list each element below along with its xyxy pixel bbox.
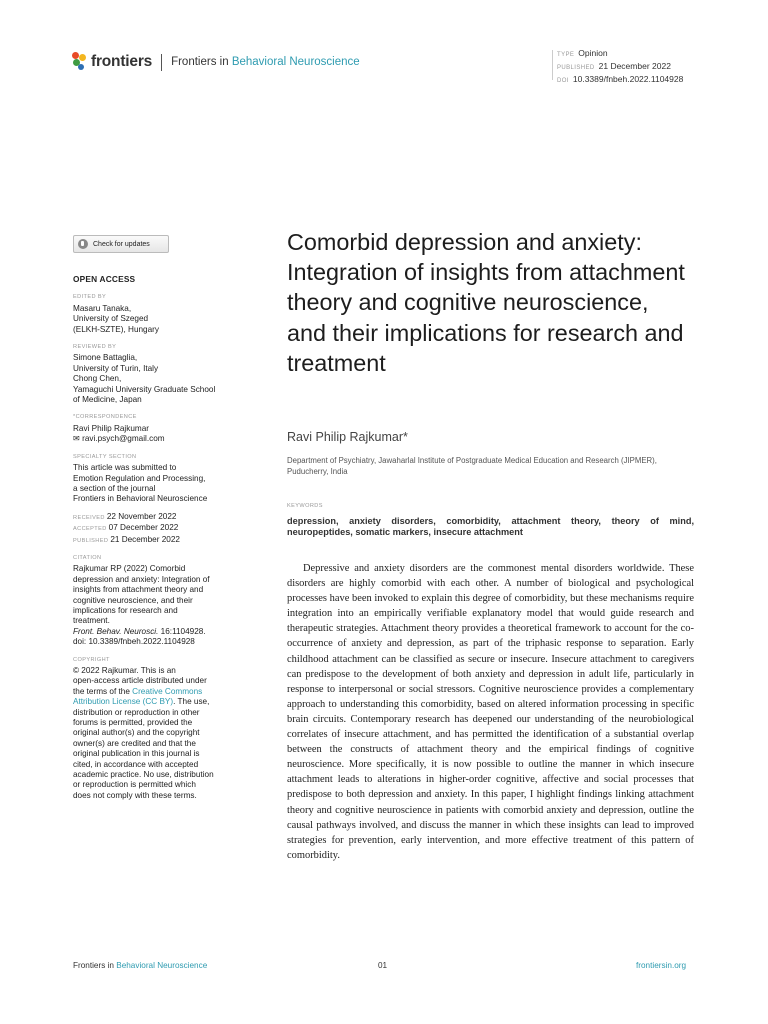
copyright-line: owner(s) are credited and that the bbox=[73, 738, 196, 748]
abstract: Depressive and anxiety disorders are the commonest mental disorders worldwide. These disorders are highly comorbid with each other. A number of biological and psychological processes have been invoked to explain this degree of comorbidity, but these mechanisms require integration into an empirically verifiable explanatory model that would guide research and therapeutic strategies. Attachment theory provides a theoretical framework to account for the co-occurrence of anxiety and depression, as part of the triphasic response to separation. Early childhood attachment can be classified as secure or insecure. Insecure attachment to caregivers can predispose to the development of both anxiety and depression in adult life, particularly in response to interpersonal or social stressors. Cognitive neuroscience provides a complementary approach to understanding this comorbidity, based on altered information processing in specific brain circuits. Contemporary research has deepened our understanding of the neurobiological correlates of insecure attachment, and has permitted the identification of a substantial overlap between the constructs of attachment theory and the empirical findings of cognitive neuroscience. More specifically, it is now possible to outline the manner in which insecure attachment leads to alterations in higher-order cognitive, affective and social processes that predispose to both depression and anxiety. In this paper, I highlight findings linking attachment theory and cognitive neuroscience in patients with comorbid anxiety and depression, outline the causal pathways involved, and discuss the manner in which these insights can lead to improved strategies for prevention, early intervention, and more effective treatment of this pattern of comorbidity. bbox=[287, 563, 694, 861]
bookmark-icon bbox=[78, 239, 88, 249]
article-info-sidebar bbox=[73, 274, 243, 801]
reviewer-line: of Medicine, Japan bbox=[73, 395, 142, 405]
citation-line: depression and anxiety: Integration of bbox=[73, 574, 210, 584]
copyright-line: academic practice. No use, distribution bbox=[73, 770, 214, 780]
copyright-line: © 2022 Rajkumar. This is an bbox=[73, 666, 176, 675]
mail-icon: ✉ bbox=[73, 434, 83, 444]
copyright-line: Attribution License (CC BY). The use, bbox=[73, 697, 210, 707]
copyright-line: does not comply with these terms. bbox=[73, 790, 197, 800]
cc-license-link-cont[interactable]: Attribution License (CC BY) bbox=[73, 697, 174, 707]
copyright-line: the terms of the Creative Commons bbox=[73, 686, 203, 696]
specialty-line: a section of the journal bbox=[73, 483, 156, 493]
copyright-line: cited, in accordance with accepted bbox=[73, 759, 199, 769]
article-title: Comorbid depression and anxiety: Integration of insights from attachment theory and cognitive neuroscience, and their implications for research and treatment bbox=[287, 229, 685, 376]
received-date: 22 November 2022 bbox=[106, 511, 177, 521]
citation-line: implications for research and bbox=[73, 605, 178, 615]
frontiers-logo-icon bbox=[72, 52, 88, 72]
journal-name-header[interactable]: Frontiers in Behavioral Neuroscience bbox=[171, 56, 360, 68]
author-affiliation: Department of Psychiatry, Jawaharlal Institute of Postgraduate Medical Education and Research (JIPMER), Puducherry, India bbox=[287, 456, 657, 476]
header bbox=[72, 52, 360, 72]
check-for-updates-button[interactable]: Check for updates bbox=[73, 235, 169, 253]
dates-block: RECEIVED 22 November 2022 ACCEPTED 07 December 2022 PUBLISHED 21 December 2022 bbox=[73, 511, 180, 544]
cc-license-link[interactable]: Creative Commons bbox=[132, 686, 203, 696]
copyright-line: forums is permitted, provided the bbox=[73, 718, 193, 728]
footer-journal[interactable]: Frontiers in Behavioral Neuroscience bbox=[73, 961, 208, 970]
keywords-label: KEYWORDS bbox=[287, 503, 323, 509]
citation-label: CITATION bbox=[73, 554, 102, 561]
reviewed-by-label: REVIEWED BY bbox=[73, 344, 117, 351]
citation-line: treatment. bbox=[73, 616, 110, 626]
copyright-line: open-access article distributed under bbox=[73, 676, 207, 686]
citation-journal-line: Front. Behav. Neurosci. 16:1104928. bbox=[73, 626, 206, 636]
specialty-line: This article was submitted to bbox=[73, 463, 177, 473]
article-meta: TYPE Opinion PUBLISHED 21 December 2022 DOI 10.3389/fnbeh.2022.1104928 bbox=[557, 48, 684, 84]
copyright-label: COPYRIGHT bbox=[73, 656, 110, 663]
keywords: depression, anxiety disorders, comorbidity, attachment theory, theory of mind, neuropeptides, somatic markers, insecure attachment bbox=[287, 516, 694, 537]
author-name[interactable]: Ravi Philip Rajkumar* bbox=[287, 430, 408, 444]
citation-line: Rajkumar RP (2022) Comorbid bbox=[73, 564, 186, 574]
reviewer-line: Chong Chen, bbox=[73, 374, 122, 384]
frontiers-logo-text: frontiers bbox=[91, 53, 153, 70]
editor-line: University of Szeged bbox=[73, 314, 149, 324]
doi[interactable]: 10.3389/fnbeh.2022.1104928 bbox=[572, 74, 684, 84]
specialty-line: Frontiers in Behavioral Neuroscience bbox=[73, 494, 208, 504]
open-access-label: OPEN ACCESS bbox=[73, 274, 136, 284]
copyright-line: original publication in this journal is bbox=[73, 749, 200, 759]
copyright-line: or reproduction is permitted which bbox=[73, 780, 196, 790]
edited-by-label: EDITED BY bbox=[73, 294, 107, 301]
published-date-sidebar: 21 December 2022 bbox=[110, 534, 180, 544]
correspondence-email: ravi.psych@gmail.com bbox=[82, 434, 165, 444]
copyright-line: original author(s) and the copyright bbox=[73, 728, 200, 738]
specialty-section-label: SPECIALTY SECTION bbox=[73, 453, 137, 460]
citation-line: insights from attachment theory and bbox=[73, 585, 204, 595]
editor-line: (ELKH-SZTE), Hungary bbox=[73, 324, 159, 334]
footer-site-link[interactable]: frontiersin.org bbox=[636, 961, 687, 970]
correspondence-label: *CORRESPONDENCE bbox=[73, 414, 137, 421]
header-divider bbox=[161, 54, 162, 71]
citation-doi[interactable]: doi: 10.3389/fnbeh.2022.1104928 bbox=[73, 637, 195, 647]
reviewer-line: Simone Battaglia, bbox=[73, 353, 138, 363]
reviewer-line: Yamaguchi University Graduate School bbox=[73, 384, 216, 394]
editor-line: Masaru Tanaka, bbox=[73, 303, 132, 313]
specialty-line: Emotion Regulation and Processing, bbox=[73, 473, 206, 483]
reviewer-line: University of Turin, Italy bbox=[73, 363, 159, 373]
published-date: 21 December 2022 bbox=[598, 61, 671, 71]
correspondence-name: Ravi Philip Rajkumar bbox=[73, 423, 149, 433]
citation-line: cognitive neuroscience, and their bbox=[73, 595, 193, 605]
copyright-line: distribution or reproduction in other bbox=[73, 707, 200, 717]
correspondence-email-row[interactable] bbox=[73, 434, 243, 444]
accepted-date: 07 December 2022 bbox=[108, 523, 179, 533]
page-number: 01 bbox=[378, 961, 388, 970]
article-type: Opinion bbox=[578, 48, 608, 58]
meta-divider bbox=[552, 50, 553, 80]
